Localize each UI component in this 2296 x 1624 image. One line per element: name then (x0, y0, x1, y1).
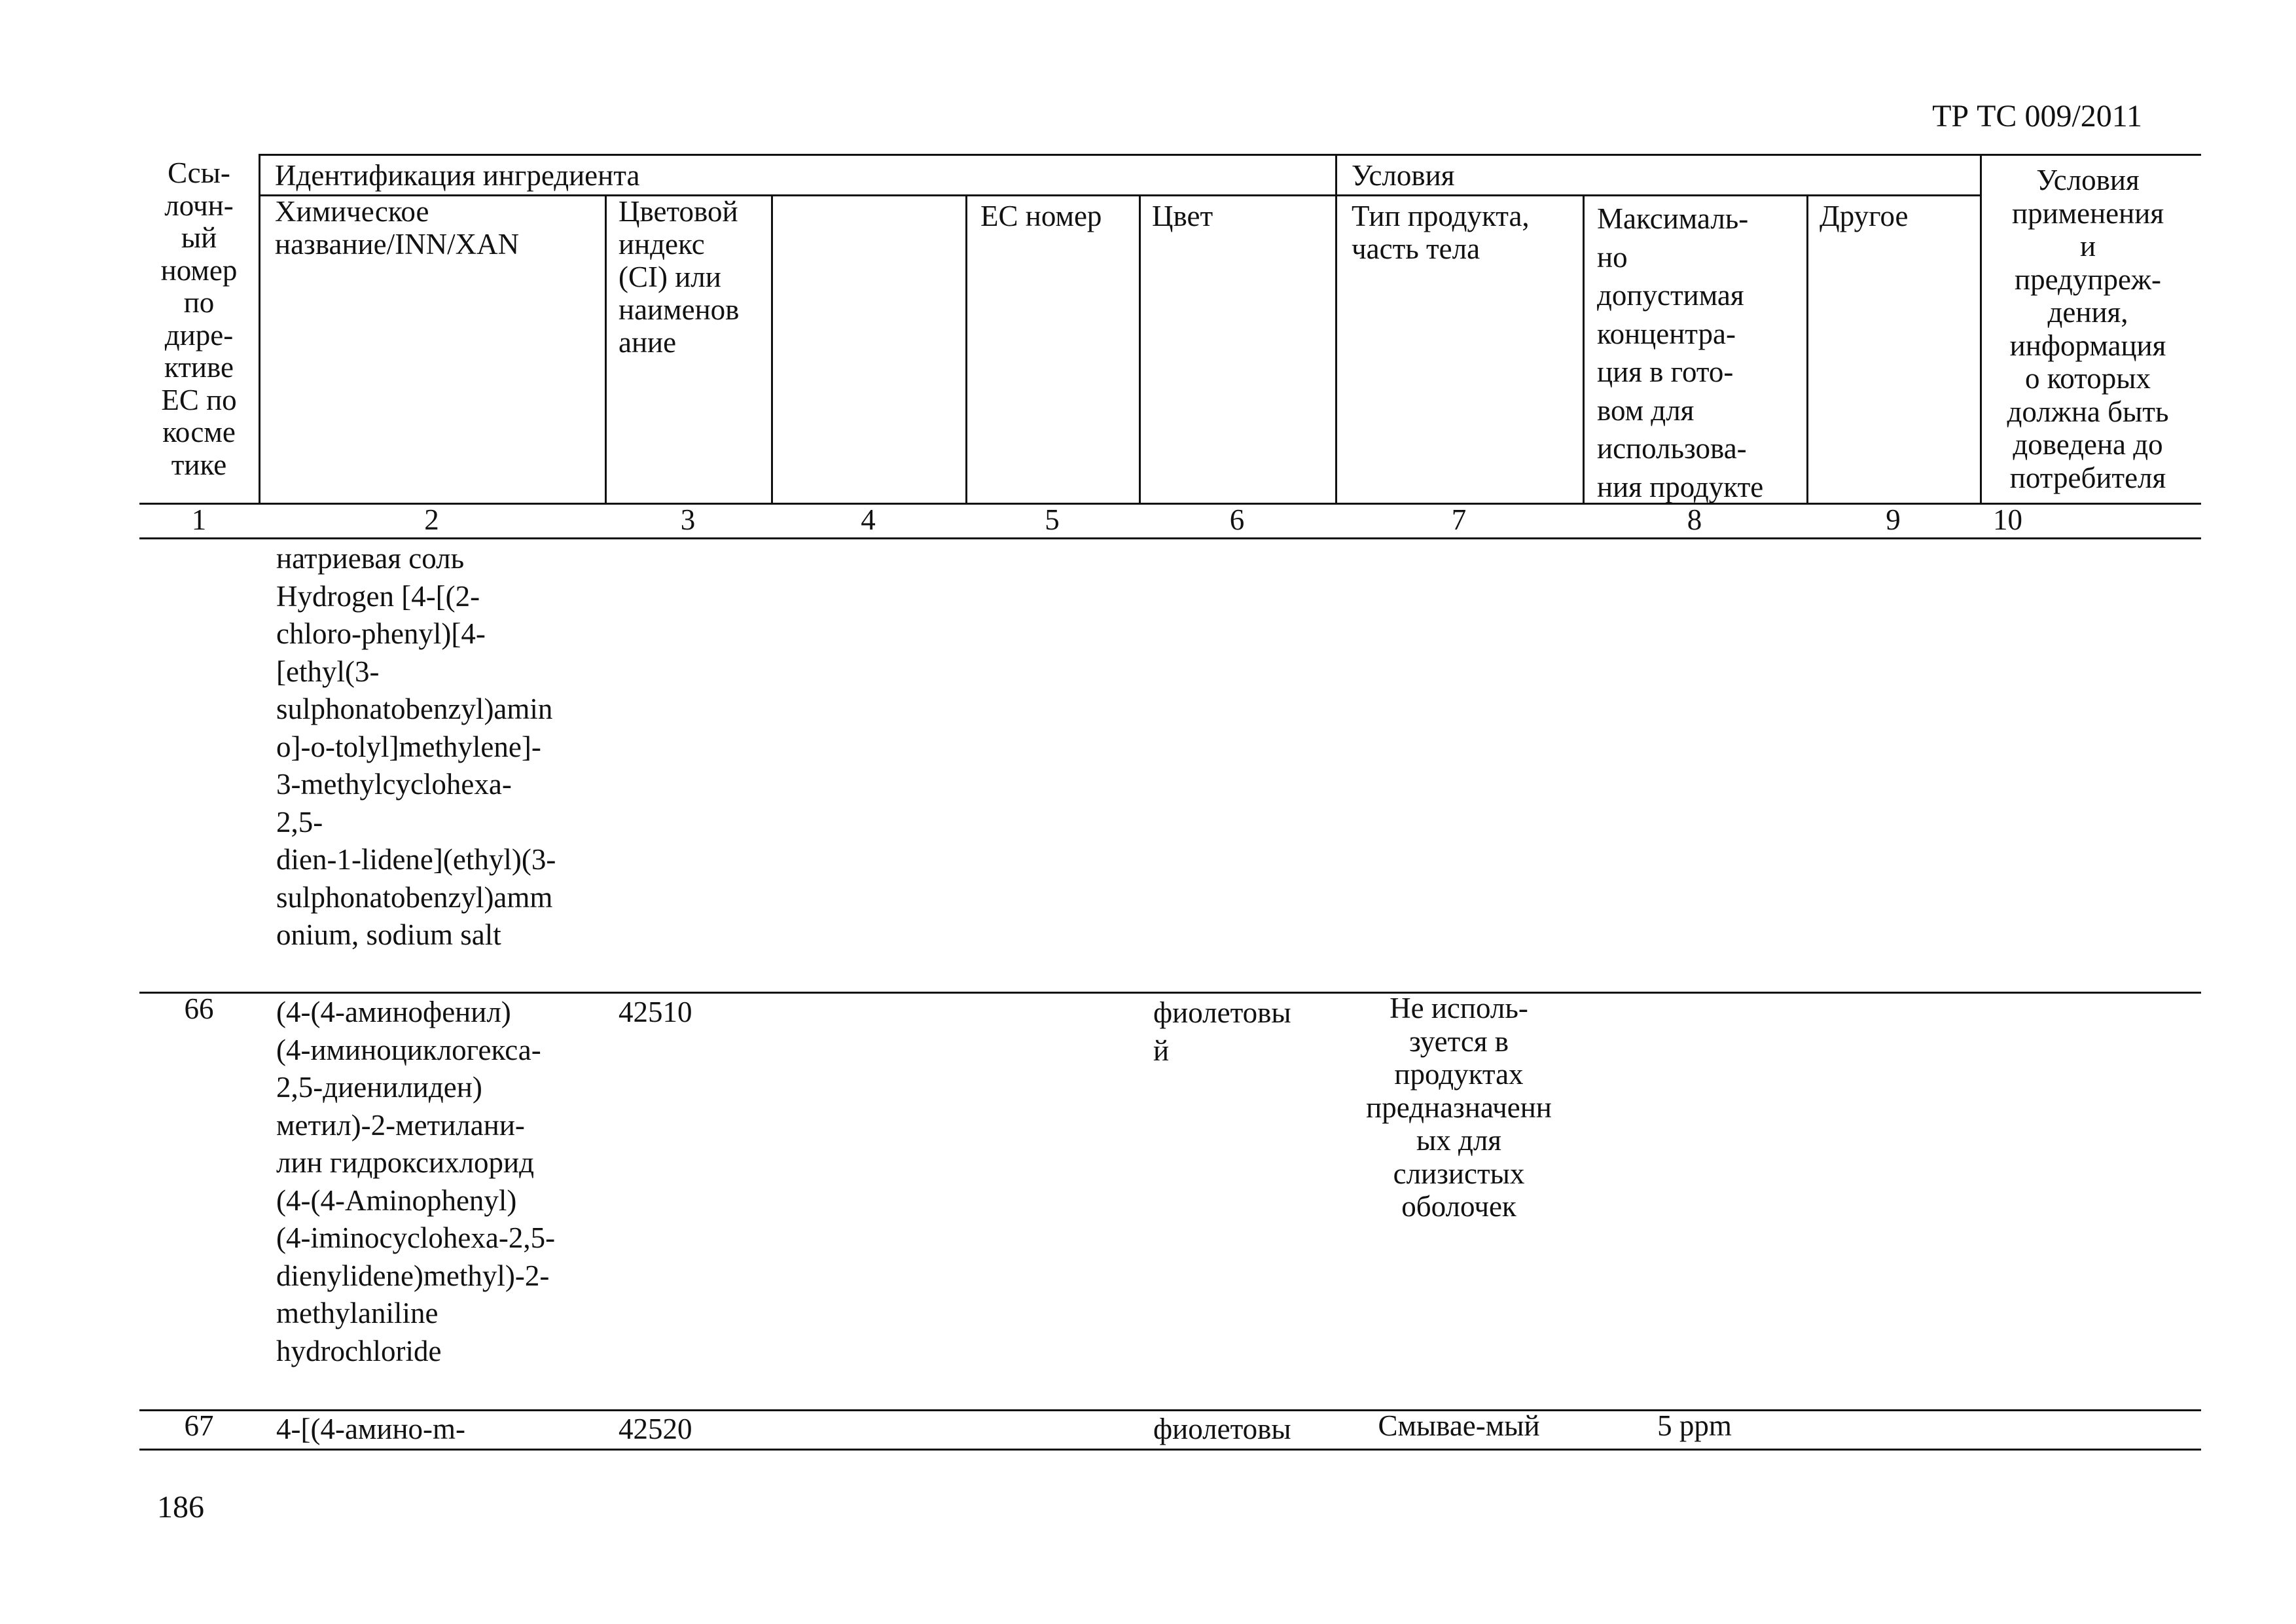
cell-chemical-name: натриевая соль Hydrogen [4-[(2- chloro-phenyl)[4- [ethyl(3- sulphonatobenzyl)amin o]-o-tolyl]methylene]- 3-methylcyclohexa- 2,5- dien-1-lidene](ethyl)(3- sulphonatobenzyl)amm onium, sodium salt (276, 542, 556, 951)
cell-color: фиолетовы й (1153, 996, 1291, 1067)
header-identification: Идентификация ингредиента (275, 159, 640, 192)
header-chemical-name: Химическое название/INN/XAN (275, 195, 520, 261)
header-ec-number: ЕС номер (980, 200, 1102, 232)
column-number: 3 (680, 503, 696, 536)
header-max-concentration: Максималь- но допустимая концентра- ция в гото- вом для использова- ния продукте (1597, 202, 1764, 503)
cell-color: фиолетовы (1153, 1413, 1291, 1445)
cell-product-type: Не исполь- зуется в продуктах предназначенн ых для слизистых оболочек (1366, 992, 1552, 1223)
table-top-border (259, 154, 2201, 156)
header-product-type: Тип продукта, часть тела (1352, 200, 1530, 266)
header-conditions: Условия (1352, 159, 1455, 192)
table-bottom-border (139, 1449, 2201, 1451)
cell-color-index: 42510 (619, 996, 692, 1028)
column-number: 7 (1451, 503, 1467, 536)
col-divider (1335, 154, 1337, 505)
col-divider (771, 194, 773, 505)
cell-ref-number: 67 (184, 1409, 214, 1442)
cell-product-type: Смывае-мый (1378, 1409, 1540, 1442)
col-divider (1806, 194, 1808, 505)
header-color-index: Цветовой индекс (CI) или наименов ание (619, 195, 740, 359)
header-ref-number: Ссы- лочн- ый номер по дире- ктиве ЕС по косме тике (160, 156, 238, 481)
cell-chemical-name: 4-[(4-амино-m- (276, 1413, 466, 1445)
col-divider (605, 194, 607, 505)
header-other: Другое (1820, 200, 1909, 232)
cell-ref-number: 66 (184, 992, 214, 1025)
column-number: 9 (1886, 503, 1901, 536)
col-divider (1980, 154, 1982, 505)
column-number: 2 (424, 503, 439, 536)
cell-color-index: 42520 (619, 1413, 692, 1445)
col-divider (1139, 194, 1141, 505)
column-number: 10 (1993, 503, 2022, 536)
column-number: 8 (1687, 503, 1702, 536)
page-number: 186 (157, 1490, 204, 1525)
header-warnings: Условия применения и предупреж- дения, информация о которых должна быть доведена до потребителя (2007, 164, 2169, 494)
cell-max-concentration: 5 ppm (1657, 1409, 1732, 1442)
running-header: ТР ТС 009/2011 (1932, 99, 2142, 134)
column-number: 5 (1045, 503, 1060, 536)
col-divider (965, 194, 967, 505)
column-number: 4 (861, 503, 876, 536)
column-number: 6 (1229, 503, 1245, 536)
col-divider (259, 154, 260, 505)
column-number: 1 (191, 503, 207, 536)
header-color: Цвет (1152, 200, 1213, 232)
col-divider (1583, 194, 1585, 505)
column-numbers-bottom-border (139, 537, 2201, 539)
cell-chemical-name: (4-(4-аминофенил) (4-иминоциклогекса- 2,5-диенилиден) метил)-2-метилани- лин гидроксихлорид (4-(4-Aminophenyl) (4-iminocyclohexa-2,5- dienylidene)methyl)-2- methylaniline hydrochloride (276, 996, 556, 1367)
